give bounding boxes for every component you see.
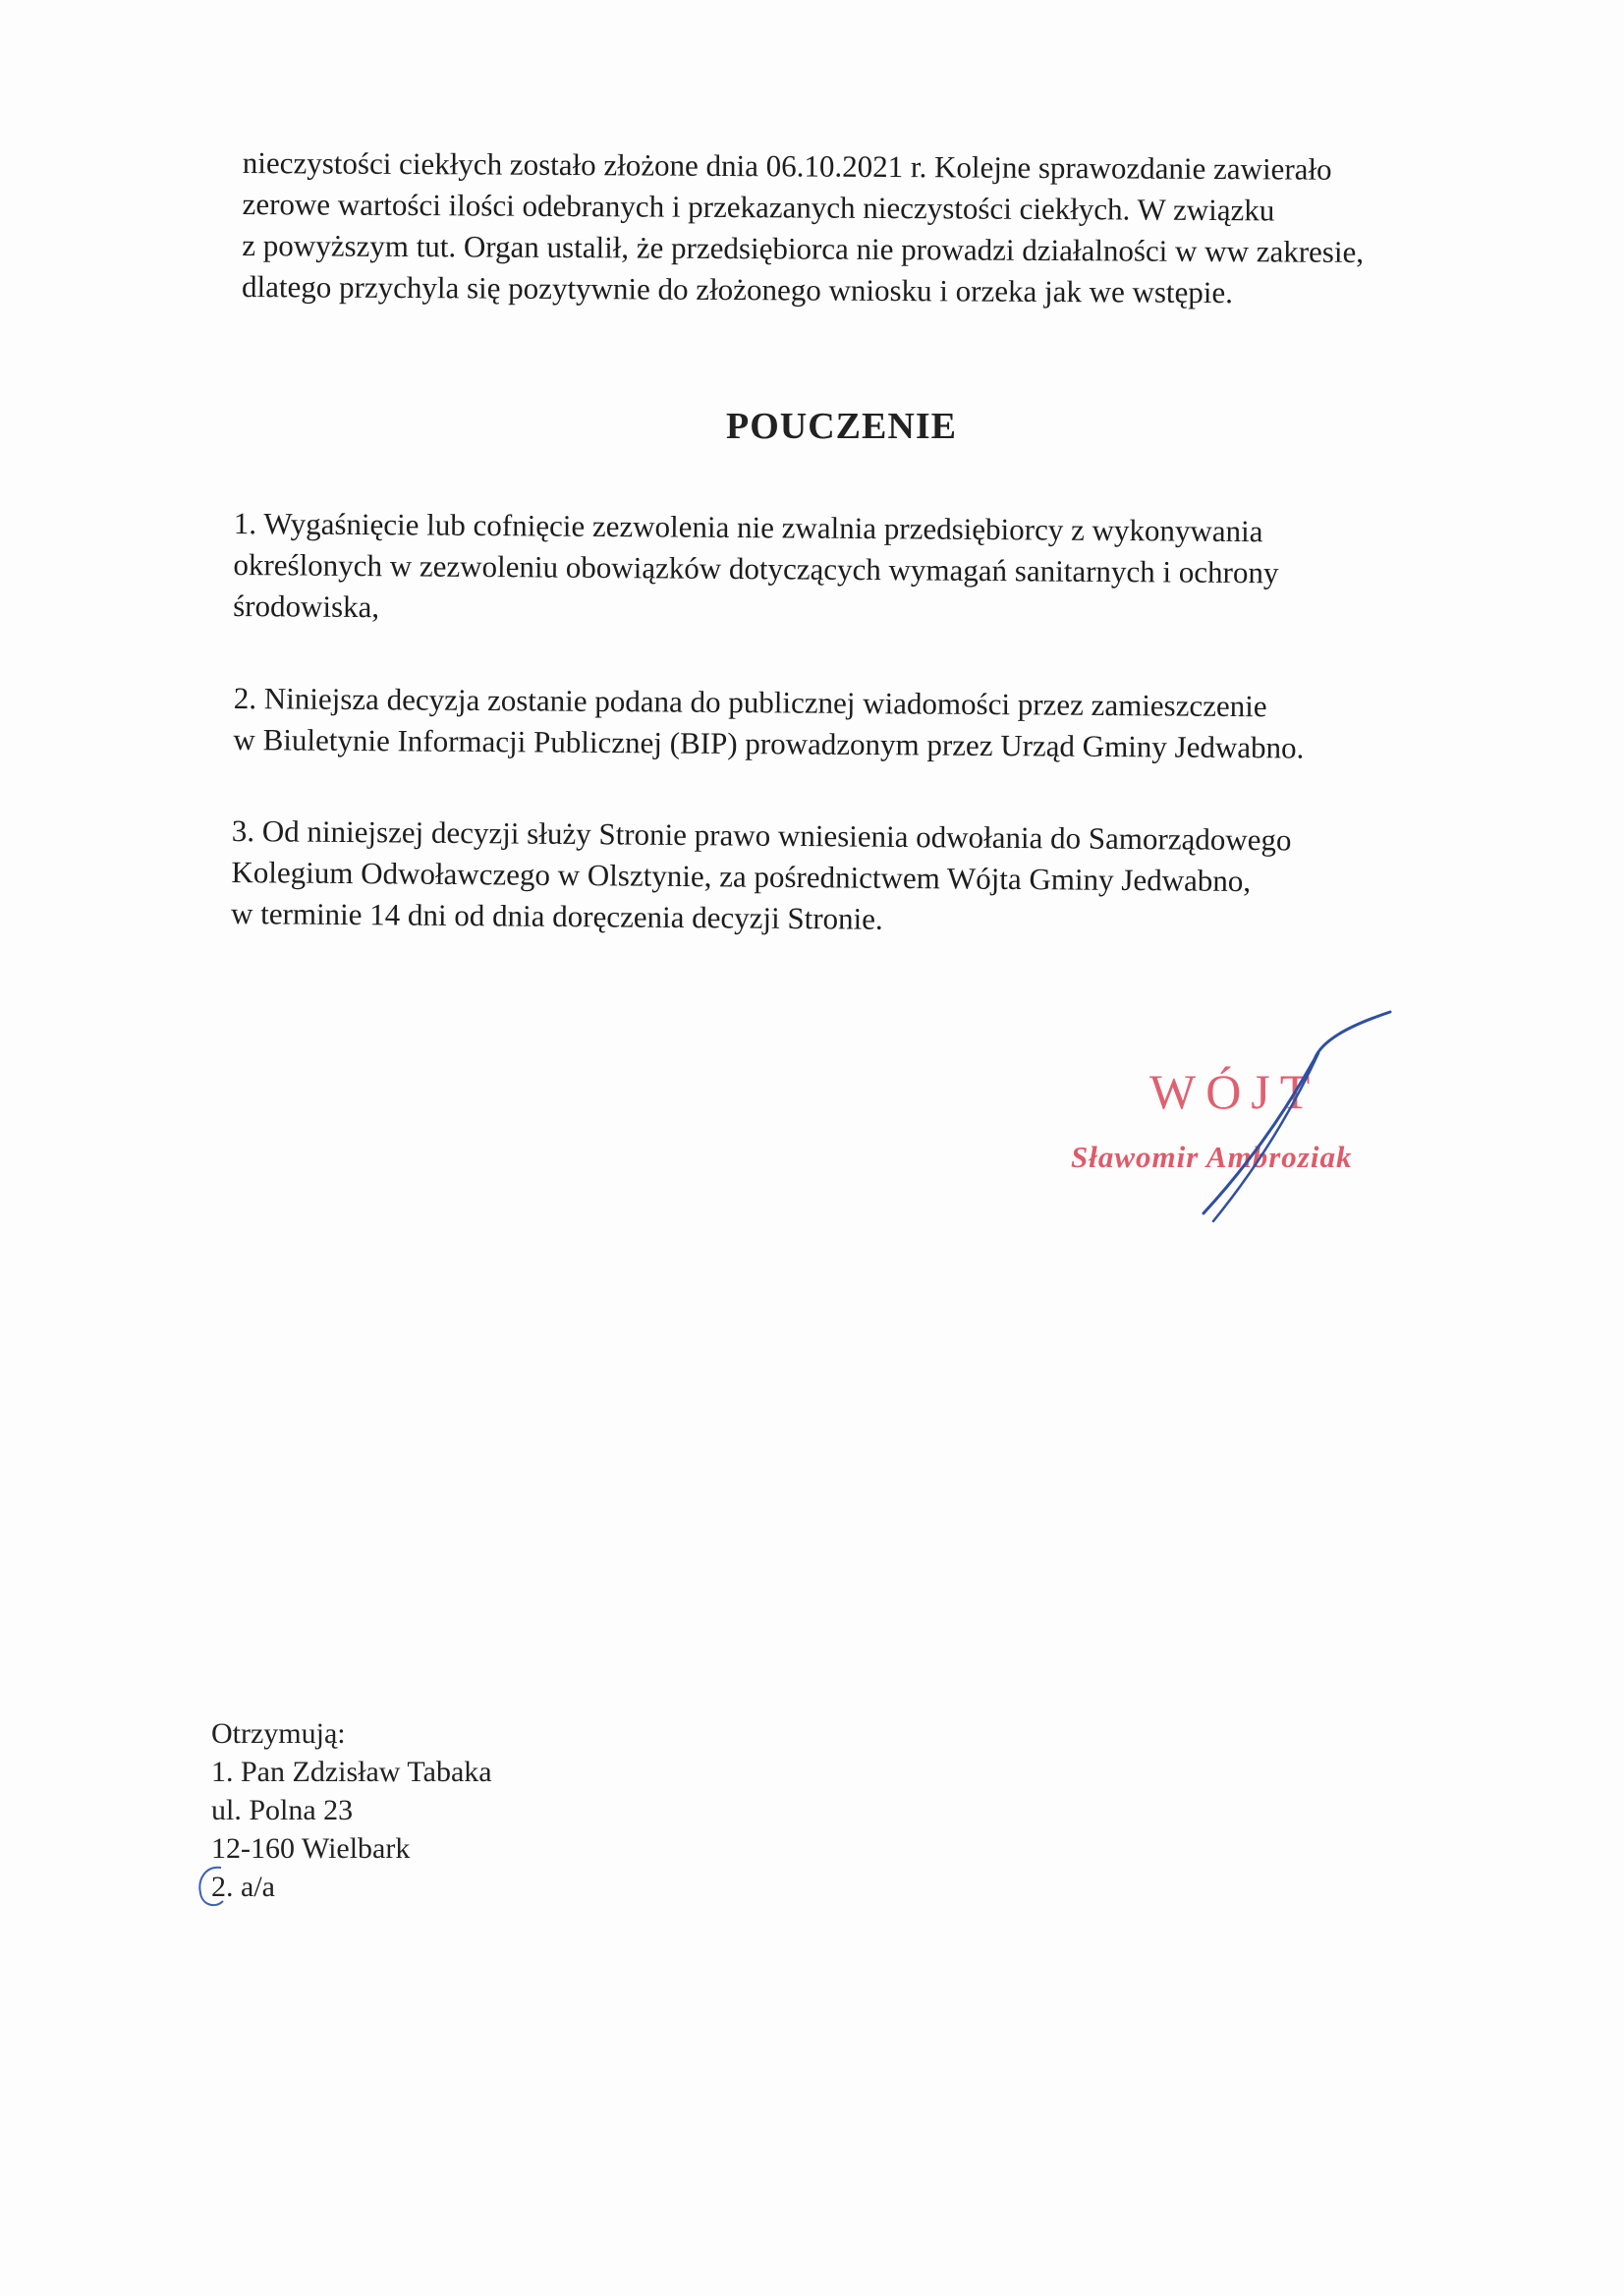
recipients-label: Otrzymują: [211,1717,346,1750]
text-line: środowiska, [233,588,380,625]
text-line: nieczystości ciekłych zostało złożone dnia 06.10.2021 r. Kolejne sprawozdanie zawierało [242,144,1332,187]
text-line: określonych w zezwoleniu obowiązków dotyczących wymagań sanitarnych i ochrony [233,546,1279,590]
recipient-line: 2. a/a [211,1871,275,1903]
recipient-line: 1. Pan Zdzisław Tabaka [211,1756,492,1788]
text-line: Kolegium Odwoławczego w Olsztynie, za pośrednictwem Wójta Gminy Jedwabno, [231,854,1252,899]
recipient-line: 12-160 Wielbark [211,1832,411,1865]
recipient-line: ul. Polna 23 [211,1794,354,1826]
text-line: dlatego przychyla się pozytywnie do złożonego wniosku i orzeka jak we wstępie. [241,268,1234,310]
recipients-block [211,1714,492,1906]
text-line: z powyższym tut. Organ ustalił, że przedsiębiorca nie prowadzi działalności w ww zakresie, [242,227,1365,269]
instruction-item-3 [231,811,1472,945]
section-heading: POUCZENIE [726,406,957,447]
handwritten-circle-icon [192,1862,241,1911]
text-line: w terminie 14 dni od dnia doręczenia decyzji Stronie. [230,895,883,936]
instruction-item-2 [233,678,1452,770]
intro-paragraph [242,142,1481,315]
official-stamp [1041,982,1454,1228]
stamp-name: Sławomir Ambroziak [1071,1140,1353,1174]
instruction-item-1 [233,503,1484,637]
text-line: w Biuletynie Informacji Publicznej (BIP) prowadzonym przez Urząd Gminy Jedwabno. [233,721,1305,765]
stamp-title: WÓJT [1149,1064,1320,1119]
text-line: zerowe wartości ilości odebranych i przekazanych nieczystości ciekłych. W związku [242,186,1275,228]
handwritten-signature-icon [1041,982,1454,1228]
text-line: 3. Od niniejszej decyzji służy Stronie prawo wniesienia odwołania do Samorządowego [231,812,1292,858]
text-line: 1. Wygaśnięcie lub cofnięcie zezwolenia nie zwalnia przedsiębiorcy z wykonywania [233,505,1263,549]
text-line: 2. Niniejsza decyzja zostanie podana do publicznej wiadomości przez zamieszczenie [233,680,1267,724]
